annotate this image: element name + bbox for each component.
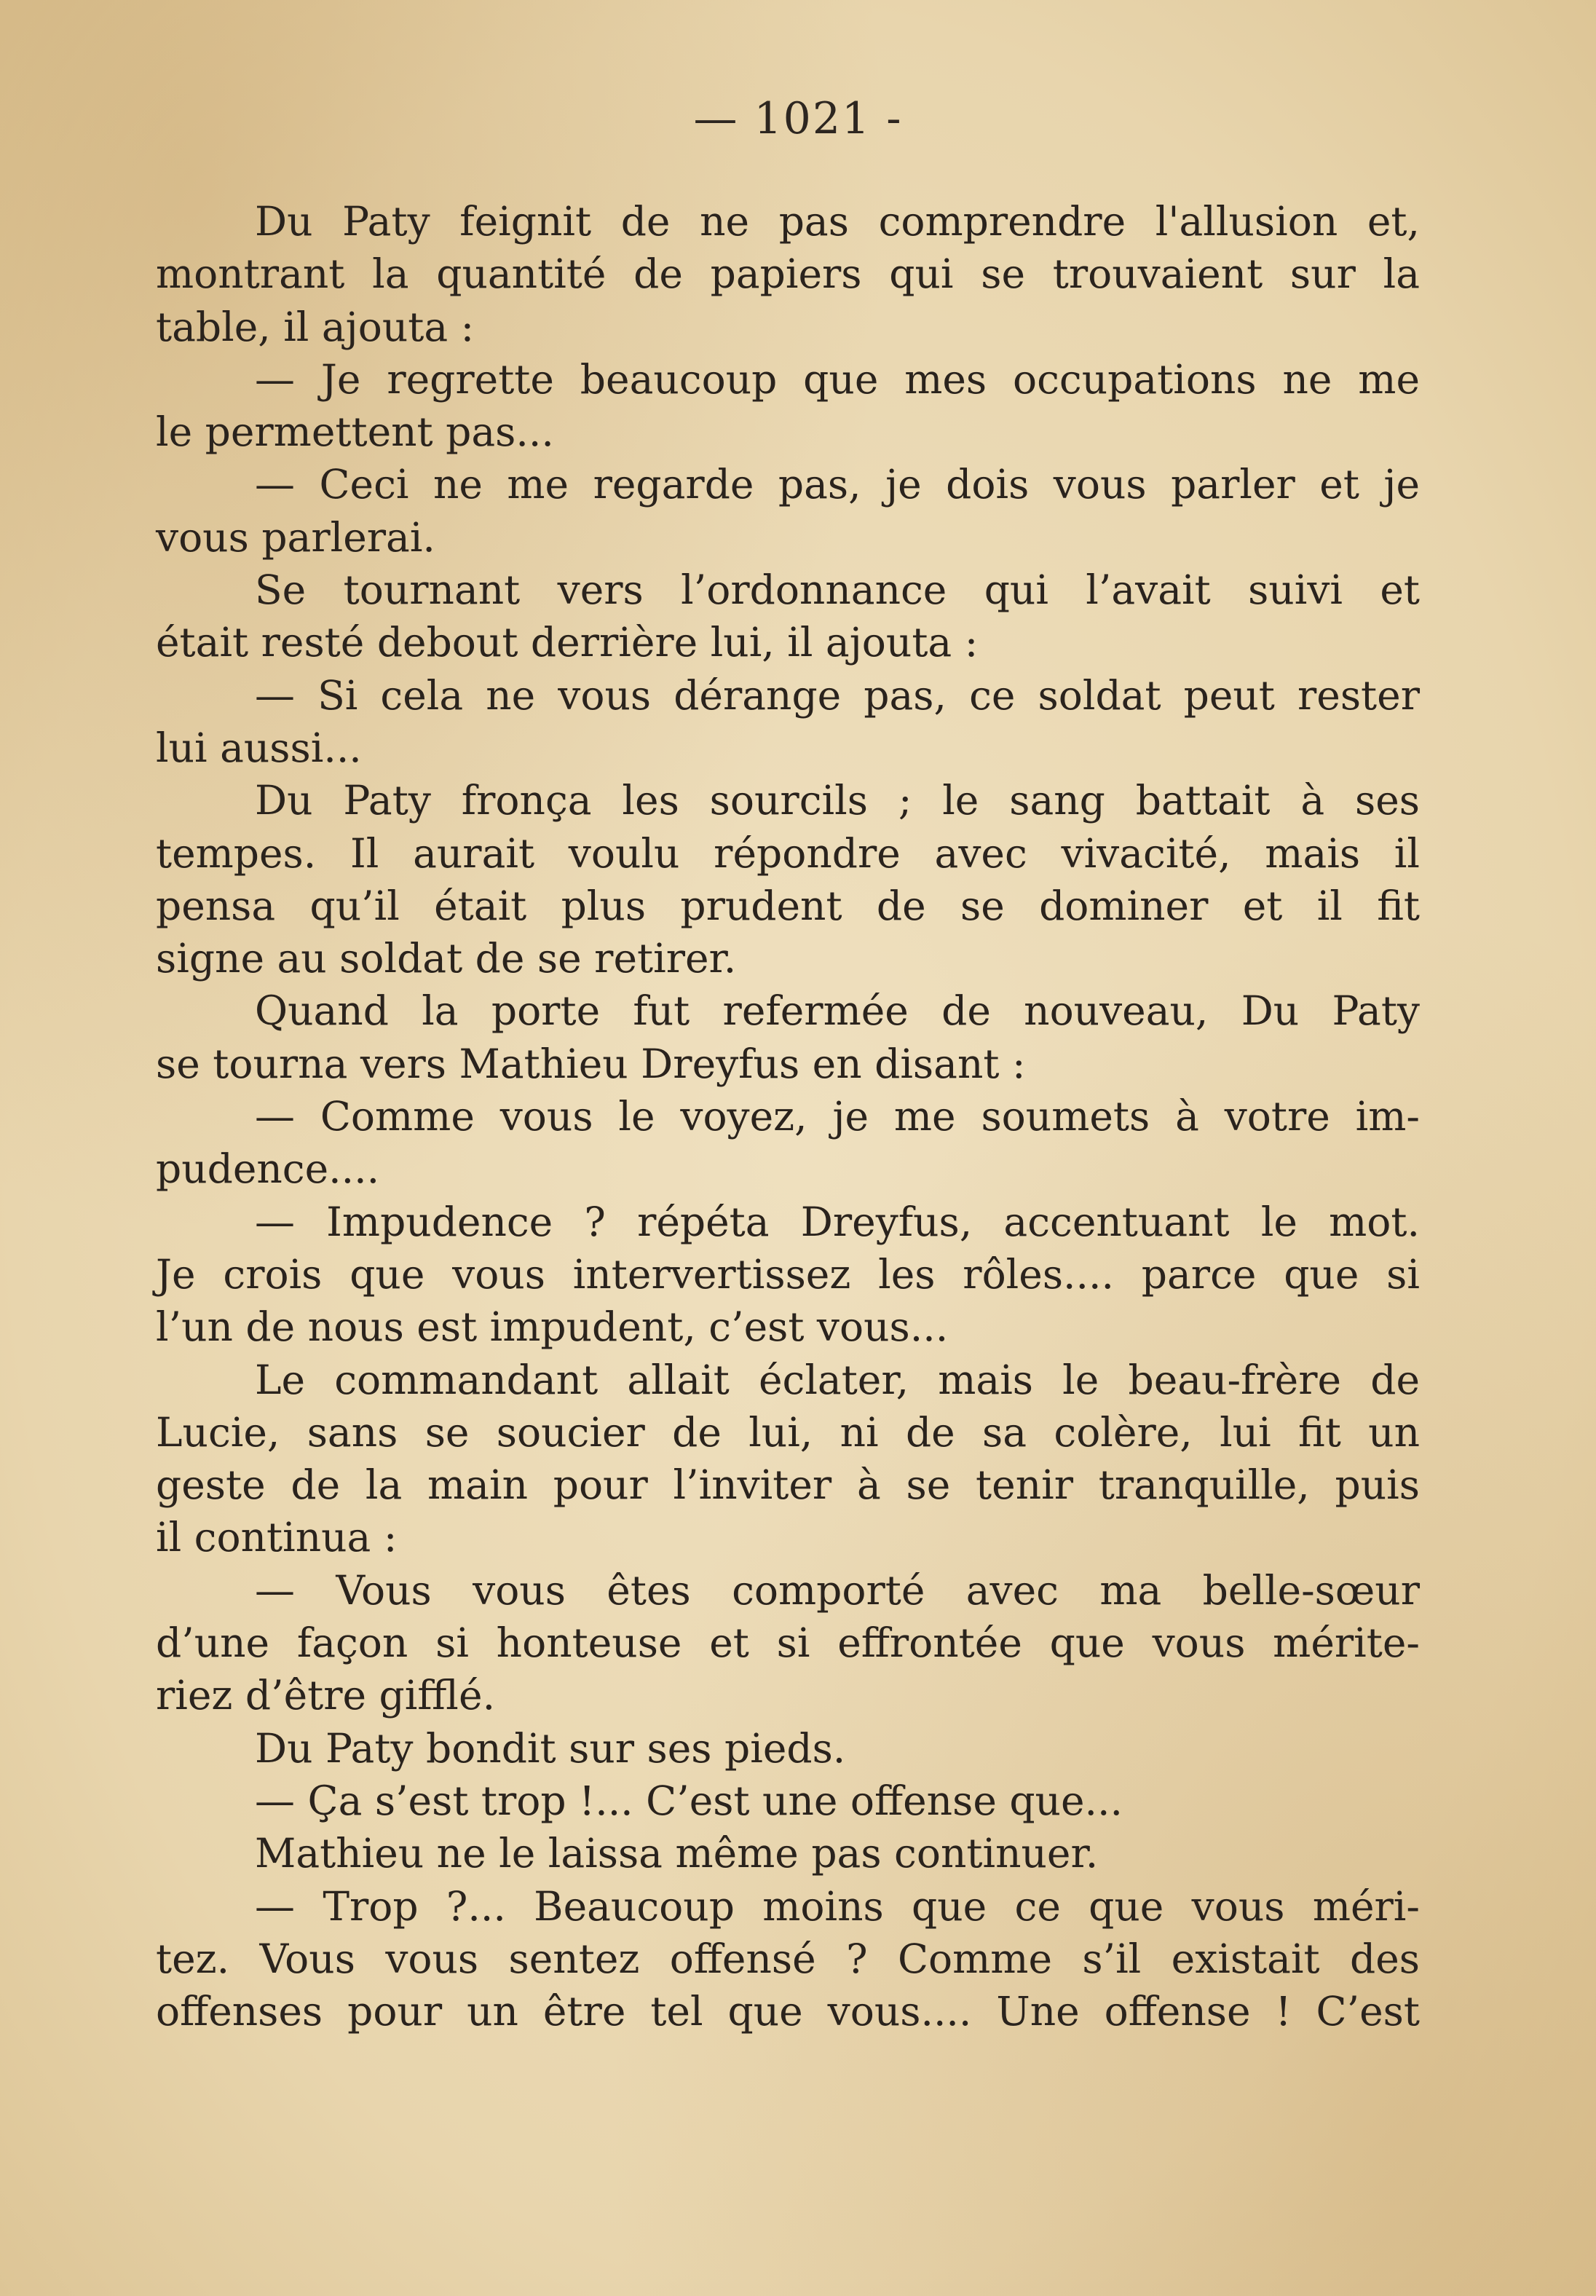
text-line: pudence....	[156, 1145, 380, 1193]
text-line: Du Paty fronça les sourcils ; le sang battait à ses	[255, 777, 1420, 824]
body-text	[156, 195, 1420, 2037]
text-line: — Ceci ne me regarde pas, je dois vous parler et je	[255, 461, 1420, 508]
text-line: Mathieu ne le laissa même pas continuer.	[255, 1830, 1099, 1877]
text-line: vous parlerai.	[156, 513, 435, 561]
text-line: signe au soldat de se retirer.	[156, 935, 737, 982]
text-line: Le commandant allait éclater, mais le beau-frère de	[255, 1356, 1420, 1403]
text-line: — Ça s’est trop !... C’est une offense que...	[255, 1777, 1123, 1824]
text-line: table, il ajouta :	[156, 303, 475, 350]
text-line: Se tournant vers l’ordonnance qui l’avait suivi et	[255, 567, 1420, 614]
text-line: Du Paty feignit de ne pas comprendre l'allusion et,	[255, 198, 1420, 245]
text-line: — Si cela ne vous dérange pas, ce soldat peut rester	[255, 671, 1420, 719]
text-line: — Trop ?... Beaucoup moins que ce que vous méri-	[255, 1882, 1420, 1930]
text-line: il continua :	[156, 1514, 398, 1561]
text-line: — Je regrette beaucoup que mes occupations ne me	[255, 355, 1420, 403]
text-line: — Impudence ? répéta Dreyfus, accentuant le mot.	[255, 1198, 1420, 1245]
text-line: lui aussi...	[156, 724, 362, 771]
text-line: montrant la quantité de papiers qui se trouvaient sur la	[156, 250, 1420, 298]
text-line: l’un de nous est impudent, c’est vous...	[156, 1303, 949, 1351]
text-line: geste de la main pour l’inviter à se tenir tranquille, puis	[156, 1461, 1420, 1509]
text-line: tez. Vous vous sentez offensé ? Comme s’il existait des	[156, 1935, 1420, 1982]
text-line: tempes. Il aurait voulu répondre avec vivacité, mais il	[156, 829, 1420, 877]
text-line: se tourna vers Mathieu Dreyfus en disant :	[156, 1040, 1026, 1087]
text-line: — Comme vous le voyez, je me soumets à votre im-	[255, 1093, 1420, 1140]
page-number: — 1021 -	[693, 93, 903, 144]
text-line: était resté debout derrière lui, il ajouta :	[156, 619, 979, 666]
text-line: d’une façon si honteuse et si effrontée que vous mérite-	[156, 1620, 1420, 1667]
text-line: offenses pour un être tel que vous.... Une offense ! C’est	[156, 1988, 1420, 2035]
text-line: Quand la porte fut refermée de nouveau, Du Paty	[255, 987, 1420, 1035]
text-line: Je crois que vous intervertissez les rôles.... parce que si	[156, 1250, 1420, 1298]
text-line: le permettent pas...	[156, 409, 554, 456]
text-line: Lucie, sans se soucier de lui, ni de sa colère, lui fit un	[156, 1408, 1420, 1456]
text-line: riez d’être gifflé.	[156, 1672, 496, 1719]
text-line: — Vous vous êtes comporté avec ma belle-sœur	[255, 1566, 1420, 1614]
text-line: Du Paty bondit sur ses pieds.	[255, 1724, 846, 1772]
text-line: pensa qu’il était plus prudent de se dominer et il fit	[156, 882, 1420, 929]
